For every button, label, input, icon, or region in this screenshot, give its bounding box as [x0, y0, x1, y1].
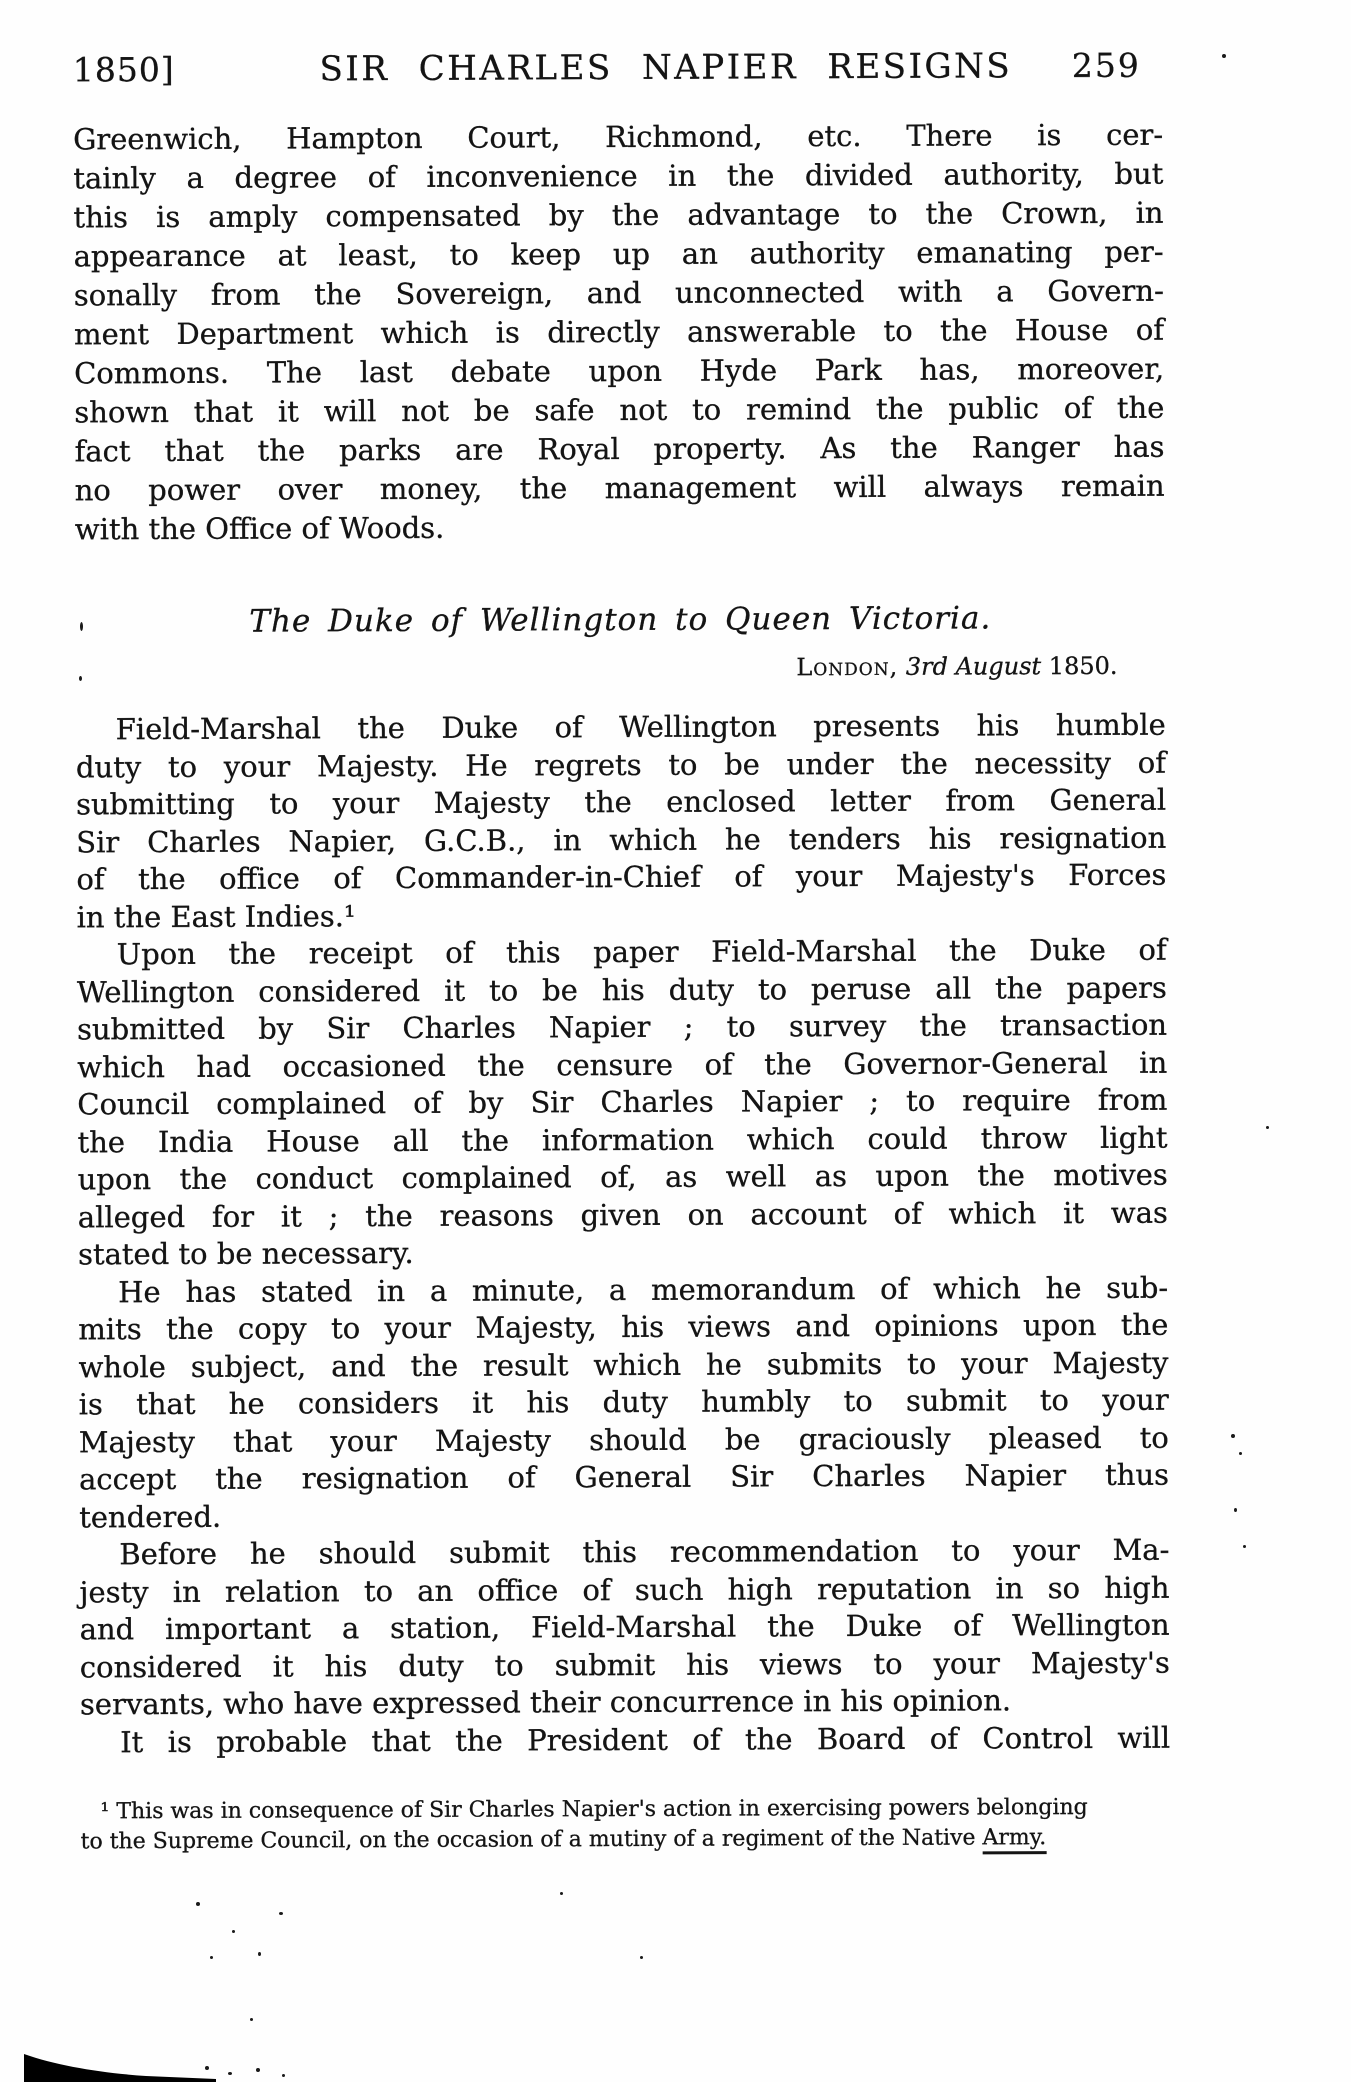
- text-line: the India House all the information which could throw light: [77, 1120, 1168, 1159]
- scan-speckle: [210, 1956, 213, 1959]
- text-line: It is probable that the President of the Board of Control will: [120, 1720, 1171, 1759]
- intro-paragraph: [73, 116, 1165, 550]
- scan-speckle: [640, 1956, 643, 1959]
- text-line: stated to be necessary.: [77, 1235, 414, 1272]
- text-line: tainly a degree of inconvenience in the divided authority, but: [73, 156, 1164, 196]
- footnote-line: [81, 1823, 1171, 1858]
- text-line: Commons. The last debate upon Hyde Park has, moreover,: [74, 351, 1165, 391]
- text-line: of the office of Commander-in-Chief of your Majesty's Forces: [76, 857, 1167, 897]
- text-line: whole subject, and the result which he submits to your Majesty: [78, 1345, 1169, 1384]
- scan-speckle: [80, 622, 83, 631]
- text-line: Greenwich, Hampton Court, Richmond, etc. There is cer-: [73, 117, 1164, 157]
- text-line: Council complained of by Sir Charles Napier ; to require from: [77, 1082, 1168, 1122]
- letter-heading: The Duke of Wellington to Queen Victoria.: [249, 600, 992, 640]
- text-line: jesty in relation to an office of such high reputation in so high: [79, 1570, 1170, 1609]
- footnote: [80, 1793, 1170, 1858]
- scan-speckle: [1231, 1434, 1235, 1438]
- text-line: Field-Marshal the Duke of Wellington presents his humble: [115, 707, 1166, 747]
- footnote-text-1: ¹ This was in consequence of Sir Charles Napier's action in exercising powers belonging: [100, 1794, 1088, 1825]
- scan-ink-wedge: [24, 2050, 216, 2082]
- scan-speckle: [250, 2018, 253, 2021]
- dateline-date: 3rd August: [905, 652, 1042, 681]
- text-line: which had occasioned the censure of the Governor-General in: [77, 1045, 1168, 1084]
- text-line: Majesty that your Majesty should be graciously pleased to: [78, 1420, 1169, 1459]
- running-head: [73, 44, 1163, 95]
- page-content: [73, 0, 1171, 1857]
- scan-speckle: [196, 1902, 200, 1906]
- text-line: ment Department which is directly answerable to the House of: [73, 312, 1165, 352]
- scan-speckle: [279, 1912, 283, 1915]
- text-line: mits the copy to your Majesty, his views and opinions upon the: [78, 1307, 1169, 1347]
- footnote-text-2: to the Supreme Council, on the occasion of a mutiny of a regiment of the Native: [80, 1825, 983, 1855]
- text-line: accept the resignation of General Sir Charles Napier thus: [78, 1457, 1170, 1497]
- text-line: servants, who have expressed their concurrence in his opinion.: [79, 1683, 1012, 1722]
- text-line: no power over money, the management will always remain: [74, 468, 1165, 508]
- text-line: in the East Indies.¹: [76, 898, 356, 934]
- text-line: sonally from the Sovereign, and unconnected with a Govern-: [73, 273, 1164, 313]
- scan-speckle: [258, 1952, 261, 1956]
- footnote-line: [80, 1793, 1170, 1828]
- text-line: Wellington considered it to be his duty to peruse all the papers: [76, 970, 1167, 1009]
- header-year: 1850]: [72, 49, 175, 90]
- text-line: Before he should submit this recommendation to your Ma-: [119, 1532, 1170, 1572]
- text-line: Sir Charles Napier, G.C.B., in which he tenders his resignation: [76, 820, 1167, 859]
- footnote-underlined-word: Army.: [982, 1825, 1046, 1854]
- scan-speckle: [282, 2074, 285, 2077]
- text-line: submitting to your Majesty the enclosed letter from General: [76, 782, 1167, 822]
- text-line: upon the conduct complained of, as well as upon the motives: [77, 1157, 1168, 1197]
- text-line: tendered.: [79, 1499, 222, 1534]
- text-line: duty to your Majesty. He regrets to be under the necessity of: [75, 745, 1166, 784]
- letter-body: [76, 707, 1171, 1762]
- text-line: Upon the receipt of this paper Field-Marshal the Duke of: [116, 932, 1167, 972]
- scan-speckle: [232, 1930, 235, 1933]
- text-line: submitted by Sir Charles Napier ; to survey the transaction: [76, 1007, 1168, 1047]
- text-line: appearance at least, to keep up an authority emanating per-: [73, 234, 1164, 274]
- letter-dateline: [75, 651, 1165, 686]
- scan-speckle: [1234, 1508, 1237, 1512]
- scan-speckle: [1266, 1126, 1269, 1129]
- text-line: this is amply compensated by the advantage to the Crown, in: [73, 195, 1164, 235]
- text-line: fact that the parks are Royal property. As the Ranger has: [74, 429, 1165, 469]
- text-line: shown that it will not be safe not to remind the public of the: [74, 390, 1165, 430]
- header-title: SIR CHARLES NAPIER RESIGNS: [319, 46, 1013, 90]
- scan-speckle: [256, 2068, 260, 2072]
- text-line: He has stated in a minute, a memorandum of which he sub-: [118, 1270, 1169, 1309]
- scan-speckle: [1239, 1452, 1242, 1455]
- header-page-number: 259: [1071, 45, 1141, 86]
- text-line: is that he considers it his duty humbly to submit to your: [78, 1382, 1169, 1422]
- dateline-place: London,: [796, 652, 899, 682]
- dateline-year: 1850.: [1048, 651, 1118, 681]
- scan-speckle: [1243, 1545, 1246, 1548]
- scan-speckle: [1222, 54, 1226, 58]
- scan-speckle: [205, 2066, 209, 2070]
- text-line: and important a station, Field-Marshal the Duke of Wellington: [79, 1607, 1170, 1647]
- text-line: considered it his duty to submit his views to your Majesty's: [79, 1645, 1170, 1684]
- text-line: alleged for it ; the reasons given on account of which it was: [77, 1195, 1168, 1234]
- scan-speckle: [560, 1892, 563, 1895]
- scan-speckle: [79, 676, 82, 681]
- scan-speckle: [228, 2072, 232, 2075]
- text-line: with the Office of Woods.: [74, 510, 445, 547]
